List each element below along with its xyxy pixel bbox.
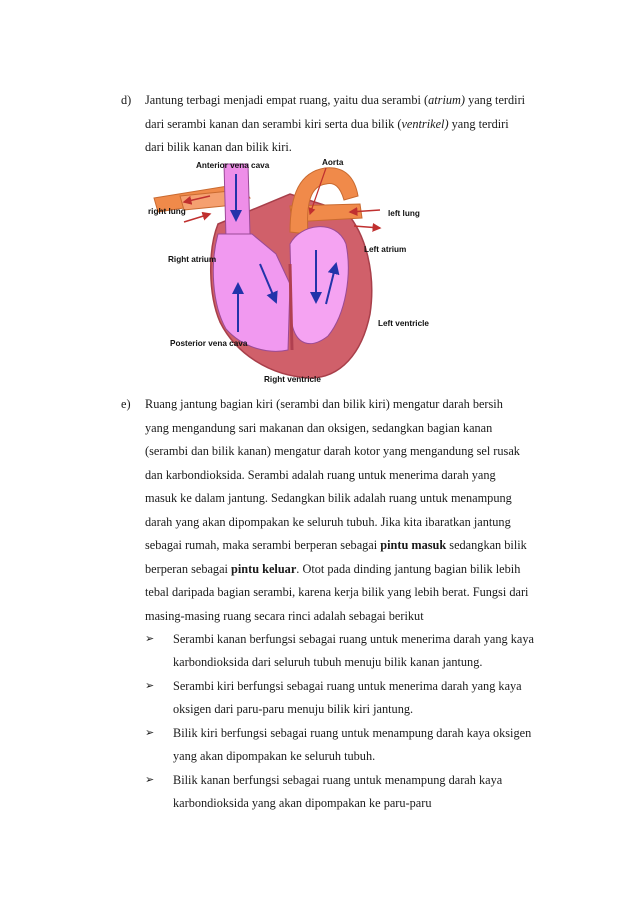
septum: [290, 264, 292, 350]
arrow-bullet-icon: ➢: [145, 727, 155, 739]
label-left-ventricle: Left ventricle: [378, 319, 429, 328]
section-e: [121, 397, 541, 817]
section-d-line-2: dari serambi kanan dan serambi kiri serta dua bilik (ventrikel) yang terdiri: [145, 117, 509, 131]
section-e-line: masuk ke dalam jantung. Sedangkan bilik adalah ruang untuk menampung: [145, 491, 512, 505]
label-aorta: Aorta: [322, 158, 344, 167]
section-e-line: tebal daripada bagian serambi, karena kerja bilik yang lebih berat. Fungsi dari: [145, 585, 529, 599]
bullet-item: ➢ Serambi kanan berfungsi sebagai ruang untuk menerima darah yang kaya karbondioksida dari seluruh tubuh menuju bilik kanan jantung.: [145, 632, 534, 669]
section-e-line: Ruang jantung bagian kiri (serambi dan bilik kiri) mengatur darah bersih: [145, 397, 503, 411]
section-e-marker: e): [121, 397, 131, 411]
section-e-line: yang mengandung sari makanan dan oksigen, sedangkan bagian kanan: [145, 421, 493, 435]
section-d-line-3: dari bilik kanan dan bilik kiri.: [145, 140, 292, 154]
bullet-item: ➢ Bilik kiri berfungsi sebagai ruang untuk menampung darah kaya oksigen yang akan dipompakan ke seluruh tubuh.: [145, 726, 532, 763]
bullet-item: ➢ Serambi kiri berfungsi sebagai ruang untuk menerima darah yang kaya oksigen dari paru-paru menuju bilik kiri jantung.: [145, 679, 522, 716]
label-anterior-vena-cava: Anterior vena cava: [196, 161, 270, 170]
section-e-line: (serambi dan bilik kanan) mengatur darah kotor yang mengandung sel rusak: [145, 444, 520, 458]
arrow-bullet-icon: ➢: [145, 680, 155, 692]
section-e-line: darah yang akan dipompakan ke seluruh tubuh. Jika kita ibaratkan jantung: [145, 515, 511, 529]
label-left-lung: left lung: [388, 209, 420, 218]
section-e-line: masing-masing ruang secara rinci adalah sebagai berikut: [145, 609, 424, 623]
arrow-bullet-icon: ➢: [145, 774, 155, 786]
section-d-line-1: Jantung terbagi menjadi empat ruang, yaitu dua serambi (atrium) yang terdiri: [145, 93, 526, 107]
label-right-ventricle: Right ventricle: [264, 375, 321, 384]
section-e-line-7: sebagai rumah, maka serambi berperan sebagai pintu masuk sedangkan bilik: [145, 538, 527, 552]
section-d-marker: d): [121, 93, 132, 107]
label-right-atrium: Right atrium: [168, 255, 217, 264]
label-left-atrium: Left atrium: [364, 245, 407, 254]
section-e-line-8: berperan sebagai pintu keluar. Otot pada dinding jantung bagian bilik lebih: [145, 562, 521, 576]
bullet-item: ➢ Bilik kanan berfungsi sebagai ruang untuk menampung darah kaya karbondioksida yang akan dipompakan ke paru-paru: [145, 773, 503, 810]
arrow-bullet-icon: ➢: [145, 633, 155, 645]
label-posterior-vena-cava: Posterior vena cava: [170, 339, 248, 348]
section-e-line: dan karbondioksida. Serambi adalah ruang untuk menerima darah yang: [145, 468, 496, 482]
heart-diagram: [140, 154, 440, 386]
section-d: [121, 93, 541, 163]
label-right-lung: right lung: [148, 207, 186, 216]
